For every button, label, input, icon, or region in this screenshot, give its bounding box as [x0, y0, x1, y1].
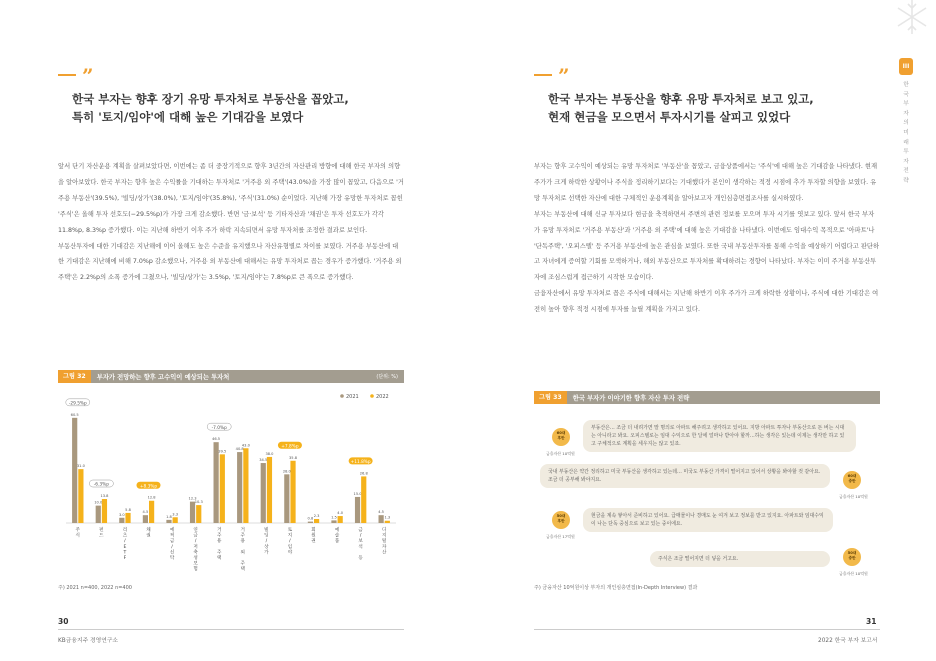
right-page-number: 31 — [866, 617, 877, 626]
quote-3-bubble: 현금을 계속 쌓아서 준비하고 있어요. 급매물이나 경매도 눈 여겨 보고 정보를 받고 있지요. 아파트와 임대수익이 나는 단독 중심으로 보고 있는 중이에요. — [583, 508, 833, 532]
data-label-2021-3: 4.5 — [142, 510, 149, 515]
data-label-2022-4: 3.3 — [172, 512, 179, 517]
quote-3-avatar: 50대 후반 — [552, 511, 570, 529]
category-label-5: 연 금 / 저 축 성 보 험 — [193, 528, 198, 573]
category-label-10: 회 원 권 — [311, 528, 316, 545]
data-label-2022-5: 10.3 — [194, 500, 203, 505]
figure-33-title-bar — [534, 391, 880, 404]
bar-2021-3 — [143, 515, 148, 523]
bar-2021-12 — [355, 497, 360, 523]
bar-2022-5 — [196, 505, 201, 523]
data-label-2021-1: 10.0 — [94, 500, 103, 505]
data-label-2022-7: 43.0 — [241, 443, 250, 448]
left-paragraph-2: 부동산투자에 대한 기대감은 지난해에 이어 올해도 높은 수준을 유지했으나 자산유형별로 차이를 보였다. 거주용 부동산에 대한 기대감은 지난해에 비해 7.0%p 감소했으나, 거주용 외 부동산에 대해서는 유망 투자처로 꼽는 경우가 증가했다. '거주용 외 주택'은 2.2%p의 소폭 증가에 그쳤으나, '빌딩/상가'는 3.5%p, '토지/임야'는 7.8%p로 큰 폭으로 증가했다. — [58, 242, 402, 282]
left-page-number: 30 — [58, 617, 69, 626]
bar-2021-10 — [308, 522, 313, 523]
figure-33-title: 한국 부자가 이야기한 향후 자산 투자 전략 — [572, 395, 690, 402]
bar-2022-12 — [361, 476, 366, 523]
category-label-0: 주 식 — [75, 528, 81, 539]
right-footer-text: 2022 한국 부자 보고서 — [818, 638, 878, 644]
data-label-2022-0: 31.0 — [76, 464, 85, 469]
category-label-2: 리 츠 / E T F — [122, 528, 128, 561]
change-label-0: -29.5%p — [68, 401, 87, 407]
right-footer-line — [534, 629, 880, 630]
bar-2022-1 — [102, 499, 107, 523]
figure-32-title: 부자가 전망하는 향후 고수익이 예상되는 투자처 — [96, 374, 230, 381]
left-quote-mark: ” — [82, 64, 94, 88]
category-label-3: 채 권 — [146, 528, 151, 539]
category-label-4: 예 적 금 / 신 탁 — [169, 528, 175, 561]
bar-2021-4 — [166, 520, 171, 523]
left-headline-line-2: 특히 '토지/임야'에 대해 높은 기대감을 보였다 — [72, 109, 304, 124]
data-label-2022-3: 12.8 — [147, 495, 156, 500]
bar-2022-13 — [385, 521, 390, 523]
change-label-9: +7.8%p — [281, 444, 299, 450]
data-label-2021-12: 15.0 — [353, 491, 362, 496]
bar-2022-8 — [267, 457, 272, 523]
figure-32-bar-chart — [58, 387, 404, 577]
bar-2022-2 — [125, 513, 130, 523]
bar-2021-9 — [284, 474, 289, 523]
data-label-2021-13: 4.5 — [378, 510, 384, 515]
data-label-2021-10: 0.8 — [307, 516, 314, 521]
data-label-2022-10: 2.3 — [313, 514, 320, 519]
bar-2021-7 — [237, 452, 242, 523]
data-label-2021-0: 60.5 — [70, 412, 79, 417]
quote-1-caption: 금융자산 10억원 — [546, 451, 575, 456]
data-label-2021-5: 12.3 — [188, 496, 197, 501]
bar-2021-11 — [331, 520, 336, 523]
quote-2-bubble: 국내 부동산은 약간 정리하고 미국 부동산을 생각하고 있는데… 미국도 부동산 가격이 떨어지고 있어서 상황을 봐야할 것 같아요. 조금 더 공부해 봐야지요. — [540, 464, 830, 488]
left-paragraph-1: 앞서 단기 자산운용 계획을 살펴보았다면, 이번에는 좀 더 중장기적으로 향후 3년간의 자산관리 방향에 대해 한국 부자의 의향을 알아보았다. 한국 부자는 향후 높은 수익률을 기대하는 투자처로 '거주용 외 주택'(43.0%)을 가장 많이 꼽았고, 다음으로 '거주용 부동산'(39.5%), '빌딩/상가'(38.0%), '토지/임야'(35.8%), '주식'(31.0%) 순이었다. 지난해 가장 유망한 투자처로 꼽힌 '주식'은 올해 투자 선호도(−29.5%p)가 가장 크게 감소했다. 반면 '금·보석' 등 기타자산과 '채권'은 투자 선호도가 각각 11.8%p, 8.3%p 증가했다. 이는 지난해 하반기 이후 주가 하락 지속되면서 유망 투자처를 조정한 결과로 보인다. — [58, 163, 404, 234]
legend-label-2021: 2021 — [346, 394, 359, 400]
category-label-6: 거 주 용 주 택 — [216, 528, 222, 561]
quote-4-bubble: 주식은 조금 떨어지면 더 넣을 거고요. — [650, 551, 830, 567]
bar-2021-2 — [119, 518, 124, 523]
bar-2021-13 — [379, 515, 384, 523]
quote-4-caption: 금융자산 10억원 — [839, 571, 868, 576]
legend-label-2022: 2022 — [376, 394, 389, 400]
data-label-2022-9: 35.8 — [289, 455, 298, 460]
right-body-text — [534, 159, 880, 318]
legend-swatch-2021 — [340, 394, 344, 398]
category-label-13: 디 지 털 자 산 — [381, 528, 387, 556]
data-label-2021-2: 3.0 — [118, 512, 125, 517]
change-label-6: -7.0%p — [211, 425, 227, 431]
change-label-3: +8.3%p — [139, 484, 158, 490]
right-quote-line — [534, 74, 552, 76]
figure-33-number: 그림 33 — [534, 391, 567, 404]
category-label-8: 빌 딩 / 상 가 — [264, 528, 269, 556]
data-label-2021-7: 40.8 — [235, 447, 244, 452]
quote-2-caption: 금융자산 10억원 — [839, 494, 868, 499]
bar-2021-5 — [190, 502, 195, 523]
change-label-12: +11.8%p — [350, 460, 371, 466]
data-label-2022-11: 4.0 — [337, 511, 344, 516]
category-label-12: 금 / 보 석 등 — [358, 528, 363, 561]
data-label-2021-11: 1.5 — [331, 515, 337, 520]
chapter-side-text: 한국 부자의 미래 투자 전략 — [903, 82, 909, 184]
figure-32-footnote: 주) 2021 n=400, 2022 n=400 — [58, 585, 132, 591]
left-headline-line-1: 한국 부자는 향후 장기 유망 투자처로 부동산을 꼽았고, — [72, 92, 349, 106]
bar-2021-8 — [261, 463, 266, 523]
category-label-11: 예 술 품 — [334, 528, 340, 545]
left-headline — [72, 91, 432, 127]
right-headline — [548, 91, 888, 127]
bar-2022-11 — [338, 516, 343, 523]
bar-2021-6 — [214, 442, 219, 523]
change-label-1: -6.3%p — [93, 482, 109, 488]
bar-2022-4 — [173, 517, 178, 523]
chapter-tab: III — [899, 58, 913, 75]
quote-1-avatar: 60대 후반 — [552, 428, 570, 446]
data-label-2022-6: 39.5 — [218, 449, 227, 454]
bar-2022-10 — [314, 519, 319, 523]
data-label-2021-4: 1.8 — [166, 514, 172, 519]
right-headline-line-1: 한국 부자는 부동산을 향후 유망 투자처로 보고 있고, — [548, 92, 814, 106]
left-footer-line — [58, 629, 404, 630]
data-label-2022-8: 38.0 — [265, 451, 274, 456]
data-label-2021-8: 34.5 — [259, 458, 268, 463]
bar-2022-3 — [149, 501, 154, 523]
right-quote-mark: ” — [558, 64, 570, 88]
left-quote-line — [58, 74, 76, 76]
bar-2022-9 — [290, 461, 295, 523]
left-body-text — [58, 159, 404, 286]
bar-2022-7 — [243, 448, 248, 523]
figure-32-unit: (단위: %) — [376, 374, 398, 380]
quote-4-avatar: 50대 중반 — [843, 548, 861, 566]
right-paragraph-3: 금융자산에서 유망 투자처로 꼽은 주식에 대해서는 지난해 하반기 이후 주가가 크게 하락한 상황이나, 주식에 대한 기대감은 여전히 높아 향후 적정 시점에 투자를 늘릴 계획을 가지고 있다. — [534, 290, 879, 314]
right-paragraph-2: 부자는 부동산에 대해 신규 투자보다 현금을 축적하면서 주변의 관련 정보를 모으며 투자 시기를 엿보고 있다. 앞서 한국 부자가 유망 투자처로 '거주용 부동산'과 '거주용 외 주택'에 대해 높은 기대감을 나타냈다. 이번에도 임대수익 목적으로 '아파트'나 '단독주택', '오피스텔' 등 주거용 부동산에 높은 관심을 보였다. 또한 국내 부동산투자를 통해 수익을 예상하기 어렵다고 판단하고 자녀에게 증여할 기회를 모색하거나, 해외 부동산으로 투자처를 확대하려는 경향이 나타났다. 부자는 이미 주거용 부동산투자에 조심스럽게 접근하기 시작한 모습이다. — [534, 210, 880, 282]
right-headline-line-2: 현재 현금을 모으면서 투자시기를 살피고 있었다 — [548, 109, 791, 124]
figure-32-title-bar — [58, 370, 404, 383]
category-label-7: 거 주 용 외 주 택 — [240, 528, 246, 573]
bar-2022-6 — [220, 454, 225, 523]
category-label-1: 펀 드 — [99, 528, 104, 539]
bar-2022-0 — [78, 469, 83, 523]
figure-33-footnote: 주) 금융자산 10억원이상 부자의 개인심층면접(In-Depth Interview) 결과 — [534, 585, 698, 591]
right-paragraph-1: 부자는 향후 고수익이 예상되는 유망 투자처로 '부동산'을 꼽았고, 금융상품에서는 '주식'에 대해 높은 기대감을 나타냈다. 현재 주가가 크게 하락한 상황이나 주식을 정리하기보다는 기대했다가 본인이 생각하는 적정 시점에 추가 투자할 의향을 보였다. 유망 투자처로 선택한 자산에 대한 구체적인 운용계획을 알아보고자 개인심층면접조사를 실시하였다. — [534, 163, 878, 202]
quote-3-caption: 금융자산 17억원 — [546, 534, 575, 539]
data-label-2022-13: 1.3 — [384, 515, 391, 520]
left-footer-text: KB금융지주 경영연구소 — [58, 638, 119, 644]
snowflake-decoration-icon — [888, 0, 936, 40]
quote-2-avatar: 60대 중반 — [843, 471, 861, 489]
data-label-2021-9: 28.0 — [282, 469, 291, 474]
quote-1-bubble: 부동산은… 조금 더 내려가면 말 명의로 아파트 해주려고 생각하고 있어요. 지방 아파트 투자나 부동산으로 돈 버는 시대는 아니라고 봐요. 오피스텔로는 임대 수익으로 한 달에 얼마나 받아야 할까…하는 생각은 있는데 이제는 생각만 하고 있고 구체적으로 계획을 세우지는 않고 있죠. — [583, 420, 856, 452]
data-label-2022-12: 26.8 — [359, 471, 368, 476]
bar-2021-0 — [72, 418, 77, 523]
data-label-2021-6: 46.5 — [212, 437, 221, 442]
bar-2021-1 — [96, 506, 101, 523]
data-label-2022-2: 5.8 — [125, 507, 131, 512]
category-label-9: 토 지 / 임 야 — [287, 528, 293, 556]
data-label-2022-1: 13.8 — [100, 494, 109, 499]
figure-32-number: 그림 32 — [58, 370, 91, 383]
legend-swatch-2022 — [370, 394, 374, 398]
